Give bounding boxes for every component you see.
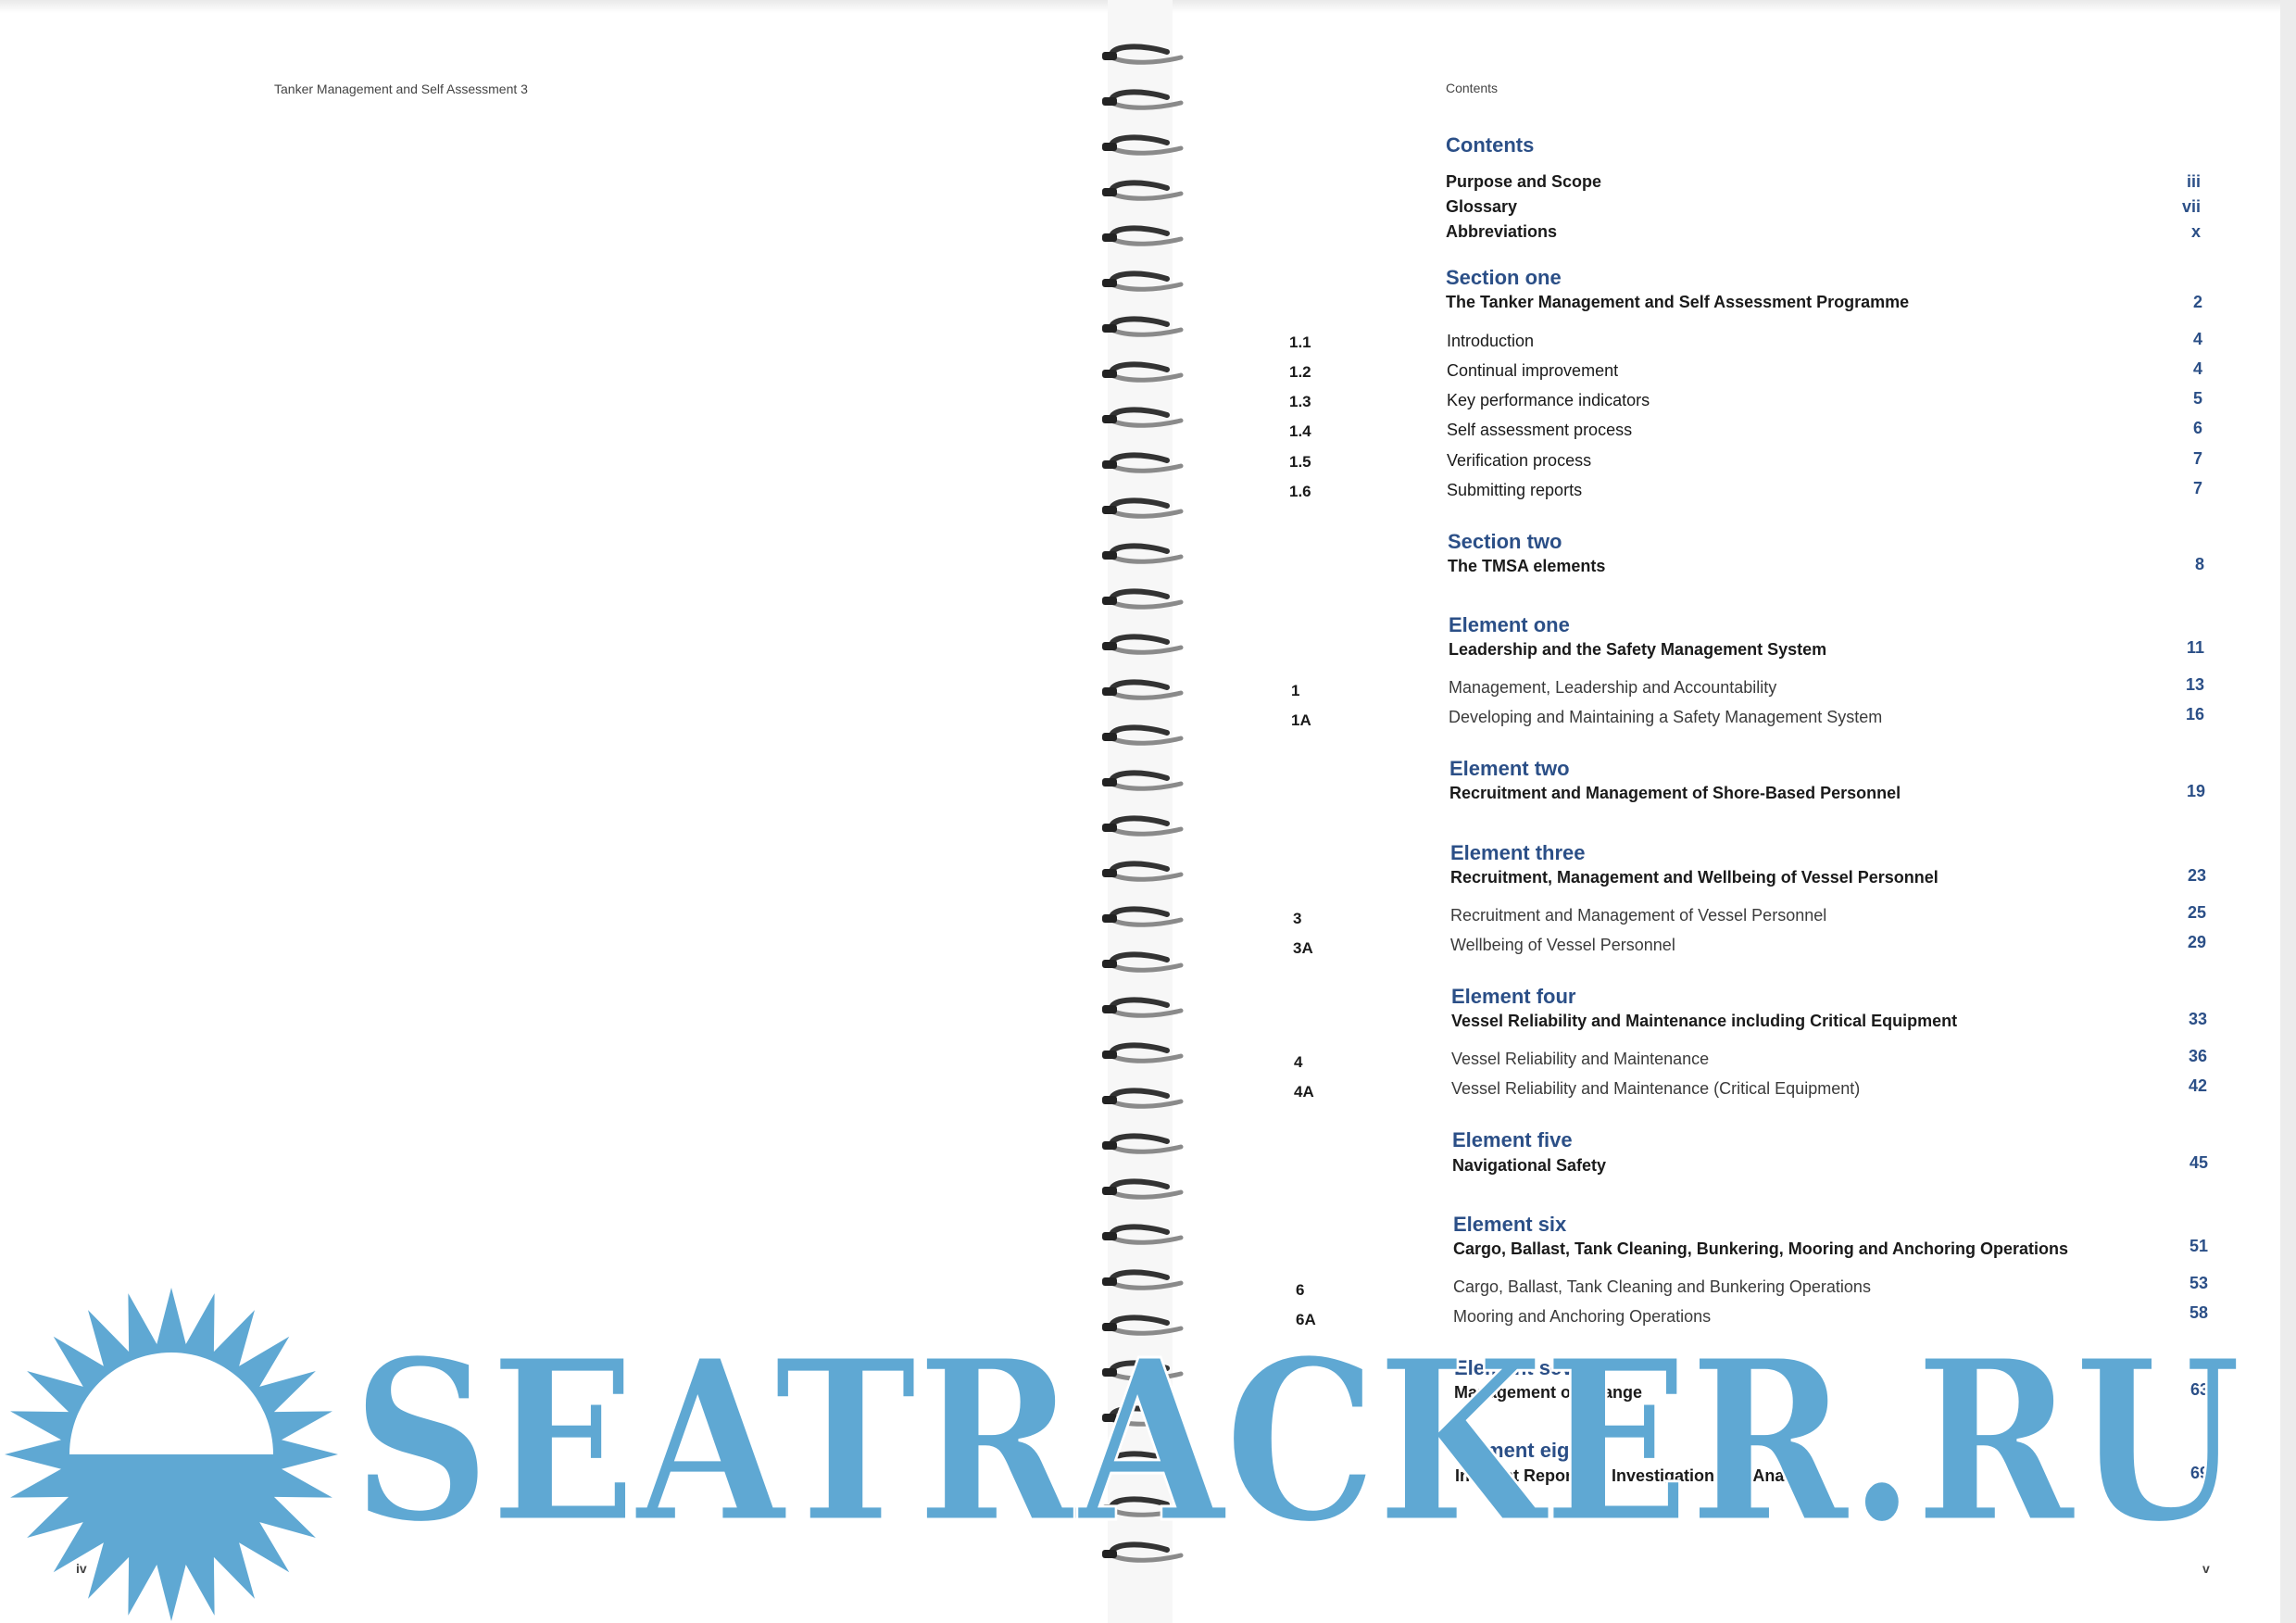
spiral-coil xyxy=(1102,1317,1181,1333)
section-heading: Section two xyxy=(1448,530,1562,553)
toc-item-page: 29 xyxy=(2187,933,2206,951)
toc-title: Contents xyxy=(1446,133,1535,157)
element-page: 19 xyxy=(2186,782,2205,800)
spiral-coil xyxy=(1102,1136,1181,1151)
spiral-coil xyxy=(1102,46,1181,62)
element-heading: Element three xyxy=(1450,841,1586,864)
toc-item-title: Management, Leadership and Accountability xyxy=(1449,678,1777,697)
toc-item-title: Wellbeing of Vessel Personnel xyxy=(1450,936,1675,954)
element-page: 11 xyxy=(2186,638,2204,657)
page-right-edge xyxy=(2280,0,2296,1623)
toc-item-number: 1.1 xyxy=(1289,333,1311,351)
sun-logo-icon xyxy=(0,1278,343,1621)
element-subheading: Incident Reporting, Investigation and Analysis xyxy=(1455,1466,1822,1485)
spiral-coil xyxy=(1102,954,1181,970)
spiral-coil xyxy=(1102,1045,1181,1061)
front-matter-title: Purpose and Scope xyxy=(1446,172,1602,191)
element-heading: Element four xyxy=(1451,985,1576,1008)
front-matter-page: vii xyxy=(2181,197,2201,216)
toc-item-title: Vessel Reliability and Maintenance xyxy=(1451,1050,1710,1068)
toc-item-page: 6 xyxy=(2192,419,2202,437)
spiral-coil xyxy=(1102,1000,1181,1015)
toc-item-page: 7 xyxy=(2192,449,2202,468)
spiral-coil xyxy=(1102,228,1181,244)
front-matter-page: iii xyxy=(2186,172,2201,191)
toc-item-page: 4 xyxy=(2192,359,2202,378)
toc-item-title: Continual improvement xyxy=(1447,361,1619,380)
spiral-coil xyxy=(1102,273,1181,289)
toc-item-page: 53 xyxy=(2189,1274,2208,1292)
toc-item-page: 16 xyxy=(2185,705,2204,723)
toc-item-page: 5 xyxy=(2192,389,2202,408)
toc-item-title: Developing and Maintaining a Safety Management System xyxy=(1449,708,1883,726)
right-page-number: v xyxy=(2202,1561,2210,1576)
toc-item-page: 58 xyxy=(2189,1303,2208,1322)
spiral-coil xyxy=(1102,682,1181,698)
toc-item-title: Recruitment and Management of Vessel Personnel xyxy=(1450,906,1827,925)
toc-item-number: 3 xyxy=(1293,910,1302,927)
spiral-coil xyxy=(1102,1272,1181,1288)
spiral-coil xyxy=(1102,727,1181,743)
section-subheading: The Tanker Management and Self Assessment Programme xyxy=(1446,293,1910,311)
toc-item-page: 42 xyxy=(2188,1076,2207,1095)
front-matter-title: Glossary xyxy=(1446,197,1518,216)
toc-item-number: 1.4 xyxy=(1289,422,1311,440)
toc-item-page: 13 xyxy=(2185,675,2204,694)
toc-item-number: 1.3 xyxy=(1289,393,1311,410)
element-page: 63 xyxy=(2189,1380,2209,1399)
toc-item-title: Mooring and Anchoring Operations xyxy=(1453,1307,1712,1326)
toc-item-number: 1.2 xyxy=(1289,363,1311,381)
toc-item-title: Introduction xyxy=(1447,332,1535,350)
spiral-coil xyxy=(1102,409,1181,425)
toc-item-number: 4A xyxy=(1294,1083,1314,1101)
element-page: 69 xyxy=(2189,1464,2209,1482)
toc-item-page: 25 xyxy=(2187,903,2206,922)
toc-item-number: 6A xyxy=(1296,1311,1316,1328)
spiral-coil xyxy=(1102,546,1181,561)
spiral-coil xyxy=(1102,500,1181,516)
section-heading: Section one xyxy=(1446,266,1562,289)
spiral-coil xyxy=(1102,319,1181,334)
toc-item-page: 4 xyxy=(2192,330,2202,348)
left-running-head: Tanker Management and Self Assessment 3 xyxy=(274,82,528,96)
toc-item-title: Verification process xyxy=(1447,451,1592,470)
element-page: 33 xyxy=(2188,1010,2207,1028)
spiral-coil xyxy=(1102,1227,1181,1242)
spiral-coil xyxy=(1102,182,1181,198)
spiral-coil xyxy=(1102,1544,1181,1560)
element-heading: Element seven xyxy=(1454,1356,1598,1379)
toc-item-number: 1A xyxy=(1291,711,1311,729)
element-heading: Element two xyxy=(1449,757,1570,780)
spiral-coil xyxy=(1102,92,1181,107)
section-page: 2 xyxy=(2192,293,2202,311)
watermark xyxy=(352,1334,2260,1538)
spiral-coil xyxy=(1102,818,1181,834)
element-subheading: Leadership and the Safety Management System xyxy=(1449,640,1827,659)
spiral-coil xyxy=(1102,591,1181,607)
front-matter-page: x xyxy=(2190,222,2201,241)
toc-item-title: Cargo, Ballast, Tank Cleaning and Bunkering Operations xyxy=(1453,1277,1871,1296)
toc-item-number: 1.6 xyxy=(1289,483,1311,500)
toc-item-number: 3A xyxy=(1293,939,1313,957)
front-matter-title: Abbreviations xyxy=(1446,222,1558,241)
left-page-number: iv xyxy=(76,1561,87,1576)
element-heading: Element eight xyxy=(1455,1439,1589,1462)
element-subheading: Navigational Safety xyxy=(1452,1156,1607,1175)
spiral-coil xyxy=(1102,863,1181,879)
element-heading: Element six xyxy=(1453,1213,1567,1236)
right-running-head: Contents xyxy=(1446,81,1499,95)
element-heading: Element one xyxy=(1449,613,1570,636)
spiral-coil xyxy=(1102,636,1181,652)
spiral-coil xyxy=(1102,1181,1181,1197)
element-subheading: Vessel Reliability and Maintenance including Critical Equipment xyxy=(1451,1012,1958,1030)
element-page: 51 xyxy=(2189,1237,2208,1255)
element-heading: Element five xyxy=(1452,1128,1573,1151)
spiral-coil xyxy=(1102,455,1181,471)
element-subheading: Management of Change xyxy=(1454,1383,1643,1402)
toc-item-title: Vessel Reliability and Maintenance (Critical Equipment) xyxy=(1451,1079,1861,1098)
element-subheading: Cargo, Ballast, Tank Cleaning, Bunkering, Mooring and Anchoring Operations xyxy=(1453,1239,2069,1258)
watermark-text: SEATRACKER.RU xyxy=(352,1334,2241,1538)
section-subheading: The TMSA elements xyxy=(1448,557,1606,575)
toc-item-page: 7 xyxy=(2192,479,2202,497)
element-subheading: Recruitment and Management of Shore-Based Personnel xyxy=(1449,784,1901,802)
spiral-coil xyxy=(1102,137,1181,153)
spiral-coil xyxy=(1102,773,1181,788)
toc-item-number: 6 xyxy=(1296,1281,1305,1299)
toc-item-title: Key performance indicators xyxy=(1447,391,1650,409)
toc-item-page: 36 xyxy=(2188,1047,2207,1065)
spiral-coil xyxy=(1102,1090,1181,1106)
toc-item-number: 4 xyxy=(1294,1053,1303,1071)
element-subheading: Recruitment, Management and Wellbeing of Vessel Personnel xyxy=(1450,868,1938,887)
spiral-coil xyxy=(1102,909,1181,925)
toc-item-title: Submitting reports xyxy=(1447,481,1583,499)
element-page: 45 xyxy=(2189,1153,2208,1172)
toc-item-number: 1 xyxy=(1291,682,1300,699)
spiral-coil xyxy=(1102,364,1181,380)
toc-item-title: Self assessment process xyxy=(1447,421,1633,439)
toc-item-number: 1.5 xyxy=(1289,453,1311,471)
element-page: 23 xyxy=(2187,866,2206,885)
section-page: 8 xyxy=(2194,555,2204,573)
